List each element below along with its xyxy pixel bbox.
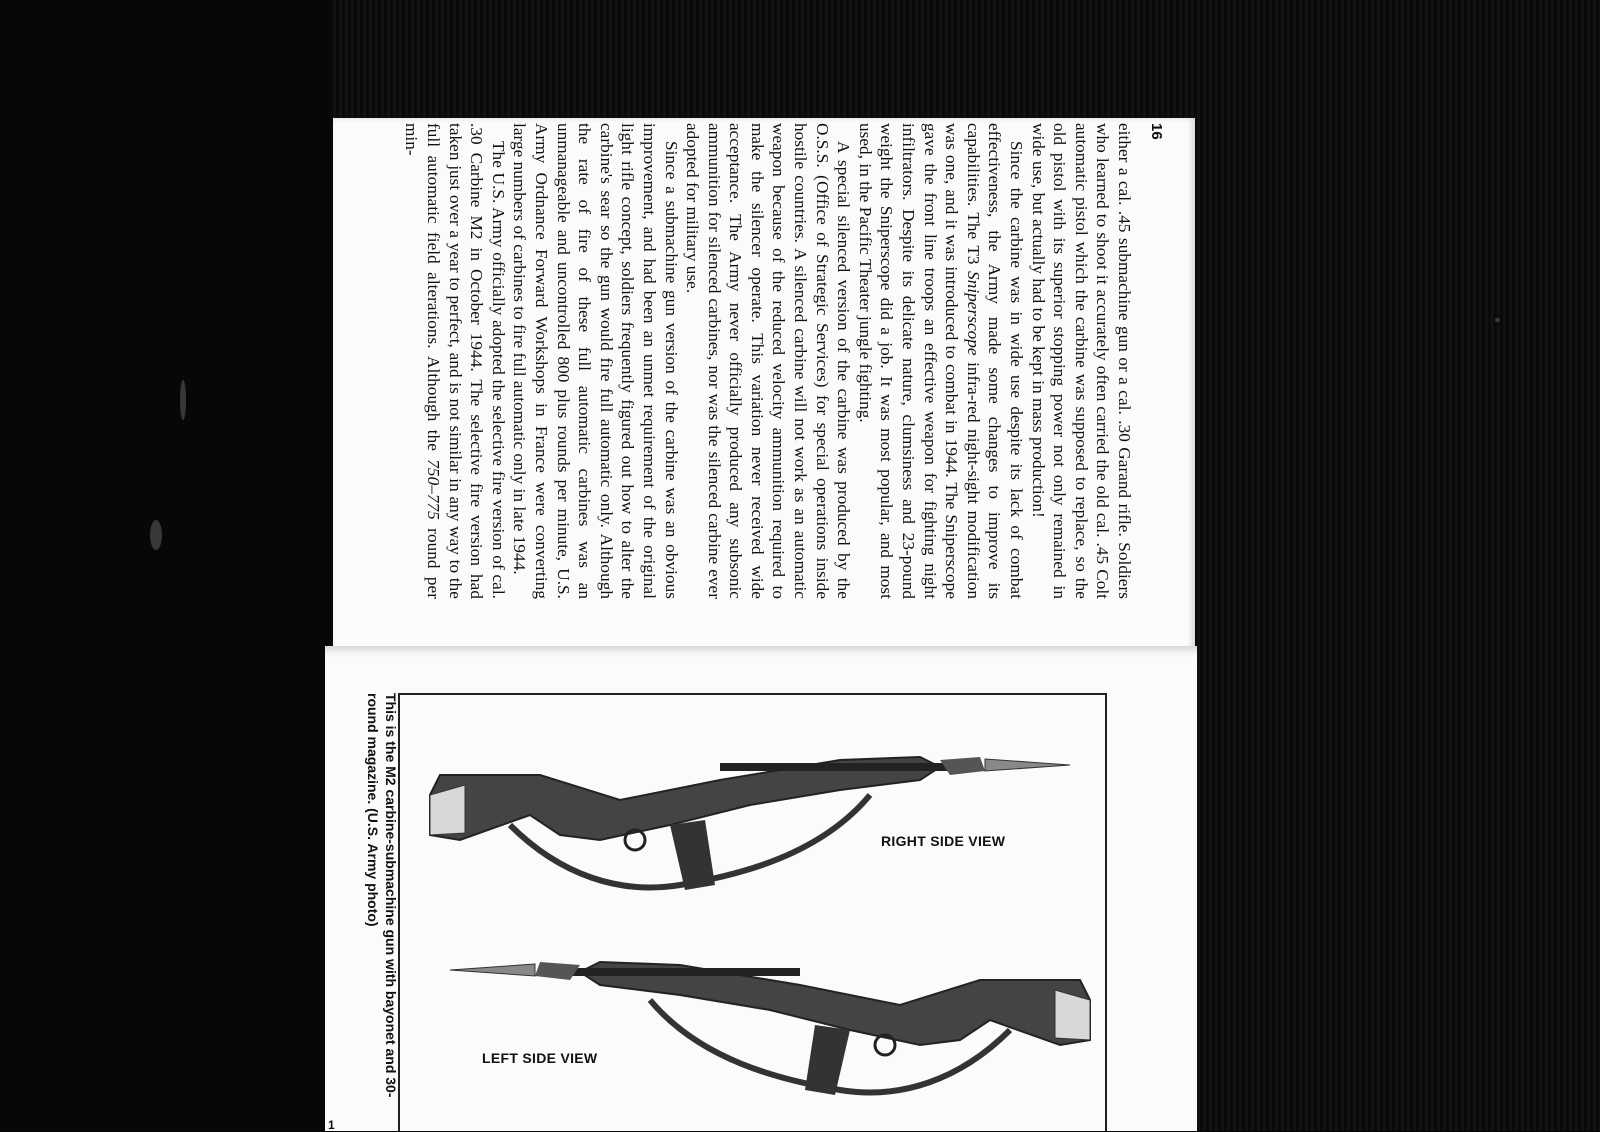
dust-speck	[150, 520, 162, 550]
rotated-text-column	[360, 123, 1165, 600]
left-side-view-label: LEFT SIDE VIEW	[482, 1050, 598, 1066]
figure-caption: This is the M2 carbine-submachine gun with bayonet and 30-round magazine. (U.S. Army photo)	[365, 693, 399, 1098]
dust-speck	[1495, 318, 1500, 322]
paragraph-2-text-b: infra-red night-sight modification was one, and it was introduced to combat in 1944. The Sniperscope gave the front line troops an effective weapon for fighting night infiltrators. Despite its delicate nature, clumsiness and 23-pound weight the Sniperscope did a job. It was most popular, and most used, in the Pacific Theater jungle fighting.	[855, 123, 983, 600]
paragraph-1: either a cal. .45 submachine gun or a cal. .30 Garand rifle. Soldiers who learned to shoot it accurately often carried the old cal. .45 Colt automatic pistol which the carbine was supposed to replace, so the old pistol with its superior stopping power not only remained in wide use, but actually had to be kept in mass production!	[1028, 123, 1134, 599]
scanner-background-left	[0, 0, 330, 1131]
paragraph-2-italic: Sniperscope	[963, 271, 983, 356]
carbine-right-side-image	[420, 745, 1100, 915]
dust-speck	[180, 380, 186, 420]
paragraph-3: A special silenced version of the carbine was produced by the O.S.S. (Office of Strategic Services) for special operations inside hostile countries. A silenced carbine will not work as an automatic weapon because of the reduced velocity ammunition required to make the silencer operate. This variation never received wide acceptance. The Army never officially produced any subsonic ammunition for silenced carbines, nor was the silenced carbine ever adopted for military use.	[683, 123, 854, 599]
paragraph-2-text-a: Since the carbine was in wide use despite its lack of combat effectiveness, the Army made some changes to improve its capabilities. The T3	[963, 123, 1027, 599]
right-side-view-label: RIGHT SIDE VIEW	[881, 833, 1006, 849]
carbine-left-side-image	[420, 950, 1100, 1125]
corner-page-mark: 1	[328, 1118, 335, 1132]
text-body	[360, 123, 1135, 599]
paragraph-2	[854, 123, 1027, 599]
paragraph-4: Since a submachine gun version of the carbine was an obvious improvement, and had been an unmet requirement of the original light rifle concept, soldiers frequently figured out how to alter the carbine's sear so the gun would fire full automatic only. Although the rate of fire of these full automatic carbines was an unmanageable and uncontrolled 800 plus rounds per minute, U.S. Army Ordnance Forward Workshops in France were converting large numbers of carbines to fire full automatic only in late 1944.	[510, 123, 681, 599]
paragraph-5-text-b: round per min-	[402, 123, 443, 599]
book-gutter	[325, 646, 1197, 658]
paragraph-5-italic: 750–775	[424, 459, 443, 520]
paragraph-5-text-a: The U.S. Army officially adopted the selective fire version of cal. .30 Carbine M2 in October 1944. The selective fire version had taken just over a year to perfect, and is not similar in any way to the full automatic field alterations. Although the	[424, 123, 508, 599]
page-number: 16	[1148, 123, 1165, 140]
paragraph-5	[401, 123, 509, 599]
